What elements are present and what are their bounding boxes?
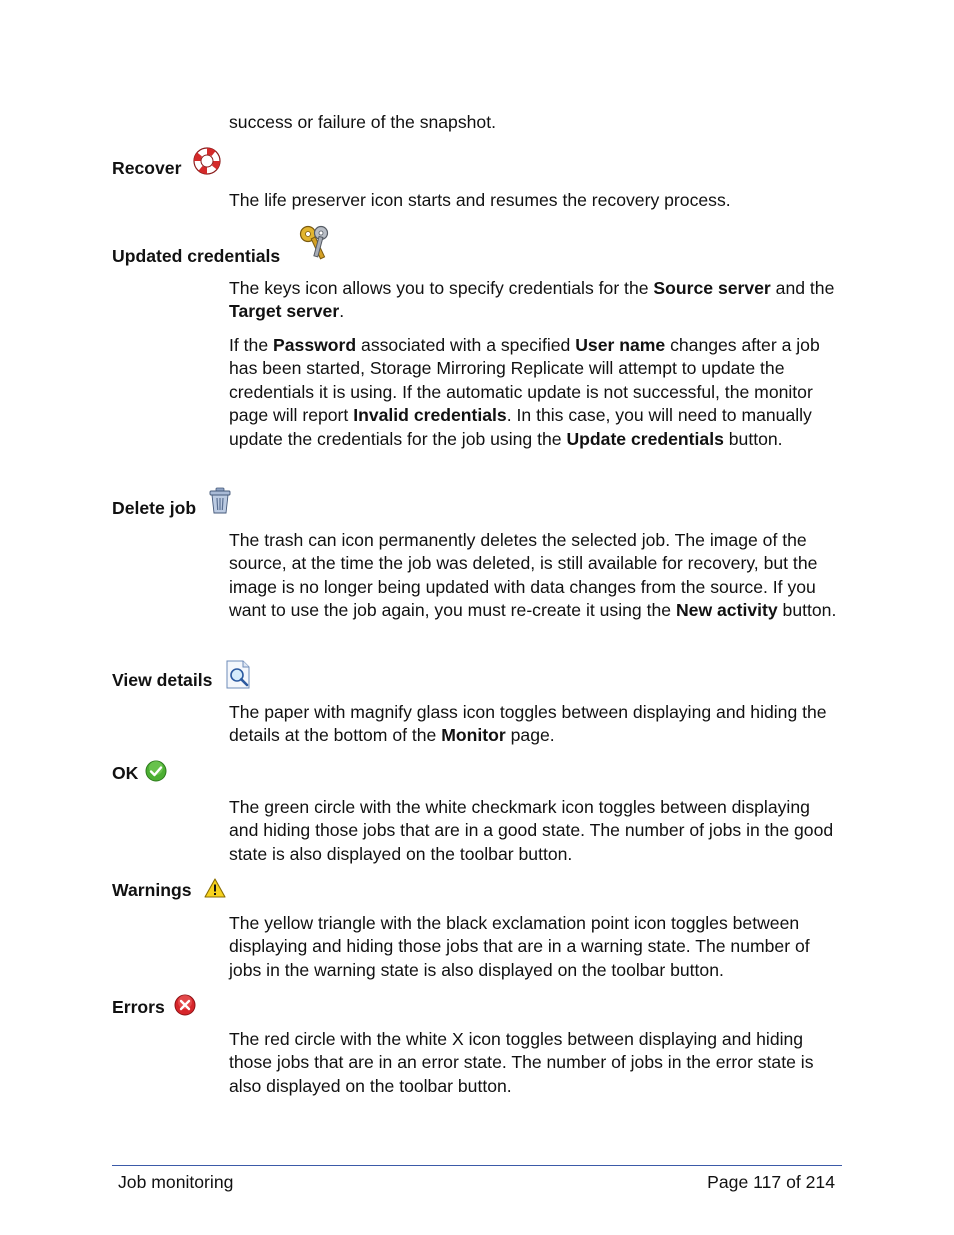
- term-warnings: [112, 879, 192, 901]
- text-run: The paper with magnify glass icon toggles between displaying and hiding the details at the bottom of the: [229, 702, 827, 746]
- term-label: Warnings: [112, 880, 192, 900]
- bold-term: Source server: [653, 278, 771, 298]
- term-recover: [112, 157, 181, 179]
- term-label: OK: [112, 763, 139, 783]
- term-label: Updated credentials: [112, 246, 281, 266]
- bold-term: Invalid credentials: [353, 405, 507, 426]
- entry-paragraph: [229, 189, 843, 212]
- entry-paragraph: [229, 1028, 843, 1098]
- term-updated-credentials: [112, 245, 280, 267]
- bold-term: Update credentials: [566, 428, 724, 449]
- text-run: .: [339, 301, 345, 322]
- text-run: and the: [770, 278, 835, 298]
- trash-can-icon: [208, 487, 232, 515]
- bold-term: New activity: [675, 600, 778, 621]
- entry-paragraph: [229, 277, 843, 324]
- bold-term: Password: [273, 335, 357, 355]
- term-delete-job: [112, 497, 196, 519]
- text-run: The green circle with the white checkmark icon toggles between displaying and hiding those jobs that are in a good state. The number of jobs in the good state is also displayed on the toolbar button.: [229, 797, 834, 864]
- bold-term: User name: [575, 335, 666, 355]
- intro-paragraph: success or failure of the snapshot.: [229, 112, 496, 132]
- keys-icon: [296, 224, 334, 264]
- text-run: page.: [505, 725, 555, 746]
- text-run: button.: [723, 428, 783, 449]
- bold-term: Target server: [229, 301, 340, 322]
- red-x-icon: [174, 994, 196, 1016]
- term-label: Recover: [112, 158, 182, 178]
- entry-paragraph: [229, 529, 843, 623]
- warning-triangle-icon: [204, 878, 226, 898]
- footer-section-title: Job monitoring: [118, 1172, 234, 1192]
- text-run: The keys icon allows you to specify credentials for the: [229, 278, 654, 298]
- term-label: Delete job: [112, 498, 197, 518]
- text-run: associated with a specified: [356, 335, 576, 355]
- magnify-paper-icon: [224, 660, 252, 690]
- footer-page-number: Page 117 of 214: [707, 1172, 835, 1192]
- text-run: changes after a job has been started, Storage Mirroring Replicate will attempt to update the credentials it is using. If the automatic update is not successful, the monitor page will report: [229, 335, 820, 426]
- text-run: The red circle with the white X icon toggles between displaying and hiding those jobs that are in an error state. The number of jobs in the error state is also displayed on the toolbar button.: [229, 1029, 814, 1096]
- term-label: View details: [112, 670, 213, 690]
- text-run: If the: [229, 335, 274, 355]
- footer-rule: [112, 1165, 842, 1166]
- bold-term: Monitor: [441, 725, 506, 746]
- text-run: The trash can icon permanently deletes the selected job. The image of the source, at the time the job was deleted, is still available for recovery, but the image is no longer being updated with data changes from the source. If you want to use the job again, you must re-create it using the: [229, 530, 818, 621]
- term-ok: [112, 762, 138, 784]
- entry-paragraph: [229, 701, 843, 748]
- life-preserver-icon: [192, 146, 222, 176]
- green-check-icon: [145, 760, 167, 782]
- text-run: . In this case, you will need to manually update the credentials for the job using the: [229, 405, 812, 449]
- entry-paragraph: [229, 796, 843, 866]
- text-run: button.: [777, 600, 837, 621]
- entry-paragraph: [229, 912, 843, 982]
- text-run: The yellow triangle with the black exclamation point icon toggles between displaying and hiding those jobs that are in a warning state. The number of jobs in the warning state is also displayed on the toolbar button.: [229, 913, 810, 980]
- term-view-details: [112, 669, 212, 691]
- term-errors: [112, 996, 165, 1018]
- term-label: Errors: [112, 997, 165, 1017]
- entry-paragraph: [229, 334, 843, 451]
- text-run: The life preserver icon starts and resumes the recovery process.: [229, 190, 731, 210]
